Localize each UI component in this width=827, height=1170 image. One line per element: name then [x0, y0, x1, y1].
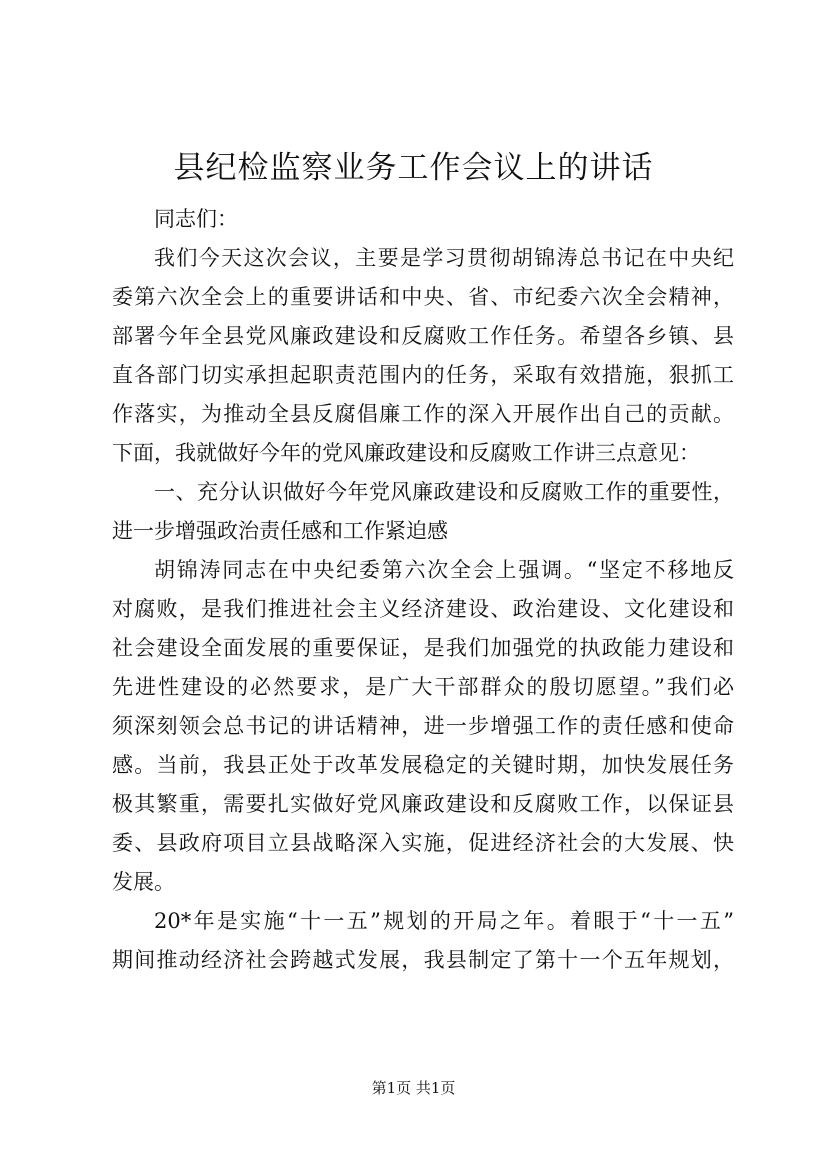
- section-heading-line: 进一步增强政治责任感和工作紧迫感: [112, 519, 448, 543]
- paragraph-line: 我们今天这次会议，主要是学习贯彻胡锦涛总书记在中央纪: [154, 246, 734, 270]
- document-title: 县纪检监察业务工作会议上的讲话: [173, 150, 654, 186]
- page-number-footer: 第1页 共1页: [371, 1079, 456, 1097]
- paragraph-line: 20*年是实施“十一五”规划的开局之年。着眼于“十一五”: [154, 909, 734, 933]
- paragraph-line: 先进性建设的必然要求，是广大干部群众的殷切愿望。”我们必: [112, 675, 734, 699]
- paragraph-line: 感。当前，我县正处于改革发展稳定的关键时期，加快发展任务: [112, 753, 734, 777]
- salutation-line: 同志们：: [154, 207, 238, 231]
- paragraph-line: 须深刻领会总书记的讲话精神，进一步增强工作的责任感和使命: [112, 714, 734, 738]
- paragraph-line: 发展。: [112, 870, 175, 894]
- paragraph-line: 对腐败，是我们推进社会主义经济建设、政治建设、文化建设和: [112, 597, 734, 621]
- document-body: [112, 200, 734, 980]
- paragraph-line: 下面，我就做好今年的党风廉政建设和反腐败工作讲三点意见：: [112, 441, 700, 465]
- paragraph-line: 直各部门切实承担起职责范围内的任务，采取有效措施，狠抓工: [112, 363, 734, 387]
- paragraph-line: 期间推动经济社会跨越式发展，我县制定了第十一个五年规划，: [112, 948, 734, 972]
- paragraph-line: 部署今年全县党风廉政建设和反腐败工作任务。希望各乡镇、县: [112, 324, 734, 348]
- paragraph-line: 委第六次全会上的重要讲话和中央、省、市纪委六次全会精神，: [112, 285, 734, 309]
- section-heading-line: 一、充分认识做好今年党风廉政建设和反腐败工作的重要性，: [154, 480, 734, 504]
- paragraph-line: 委、县政府项目立县战略深入实施，促进经济社会的大发展、快: [112, 831, 734, 855]
- paragraph-line: 作落实，为推动全县反腐倡廉工作的深入开展作出自己的贡献。: [112, 402, 734, 426]
- paragraph-line: 胡锦涛同志在中央纪委第六次全会上强调。“坚定不移地反: [154, 558, 734, 582]
- paragraph-line: 社会建设全面发展的重要保证，是我们加强党的执政能力建设和: [112, 636, 734, 660]
- paragraph-line: 极其繁重，需要扎实做好党风廉政建设和反腐败工作，以保证县: [112, 792, 734, 816]
